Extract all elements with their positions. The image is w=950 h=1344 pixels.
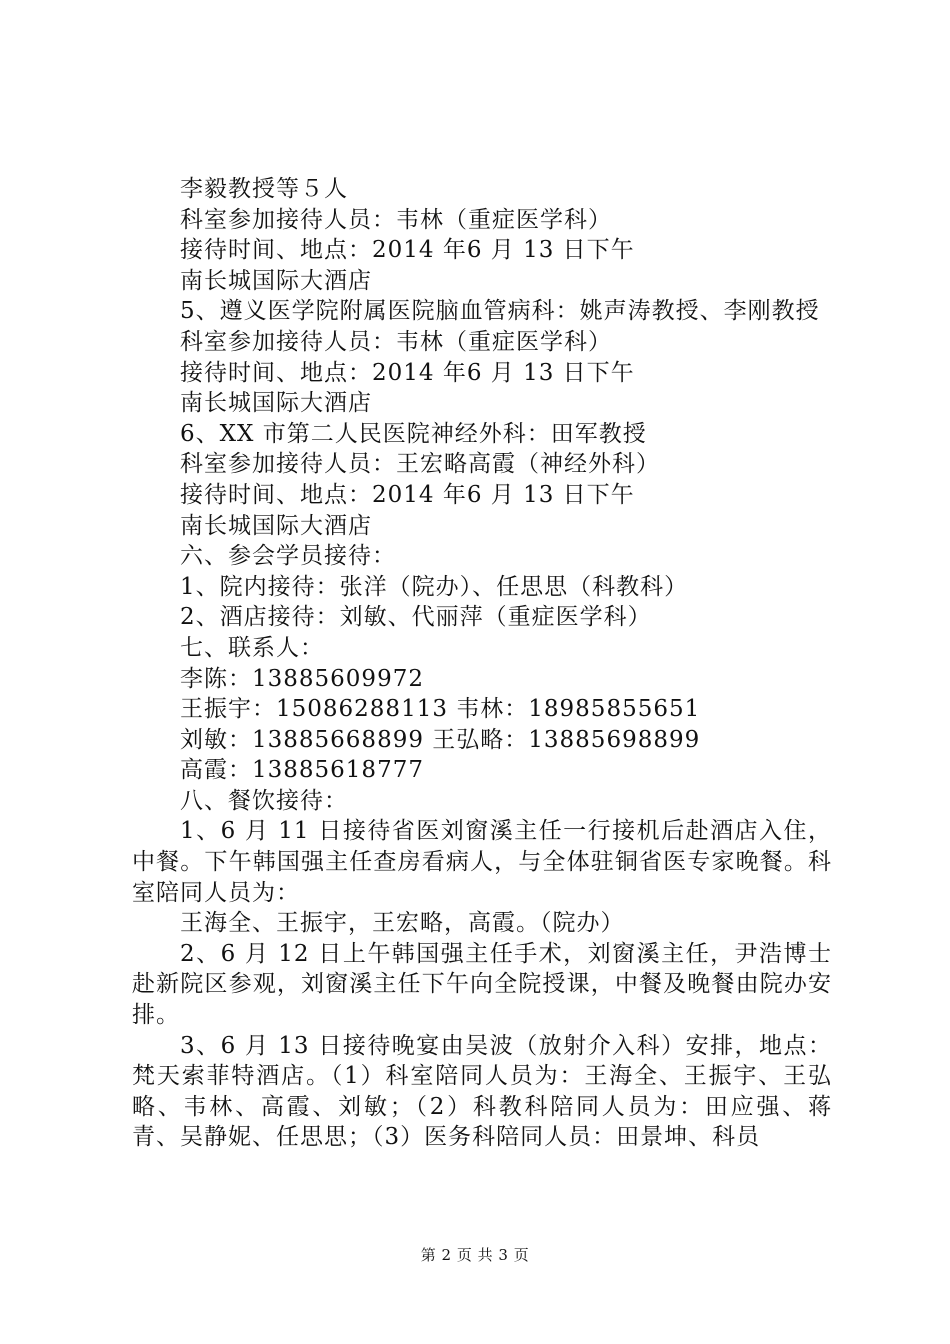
contact-line: 刘敏：13885668899 王弘略：13885698899	[180, 726, 701, 753]
paragraph-line: 2、酒店接待：刘敏、代丽萍（重症医学科）	[180, 604, 652, 631]
paragraph-line: 科室参加接待人员：王宏略高霞（神经外科）	[180, 451, 660, 478]
paragraph: 5、遵义医学院附属医院脑血管病科：姚声涛教授、李刚教授	[180, 298, 820, 325]
paragraph: 3、6 月 13 日接待晚宴由吴波（放射介入科）安排，地点：梵天索菲特酒店。（1）科室陪同人员为：王海全、王振宇、王弘略、韦林、高霞、刘敏；（2）科教科陪同人员为：田应强、蒋青、吴静妮、任思思；（3）医务科陪同人员：田景坤、科员	[132, 1032, 832, 1151]
paragraph: 1、6 月 11 日接待省医刘窗溪主任一行接机后赴酒店入住，中餐。下午韩国强主任查房看病人，与全体驻铜省医专家晚餐。科室陪同人员为：	[132, 818, 832, 906]
document-body	[132, 174, 832, 1153]
section-heading: 七、联系人：	[180, 634, 324, 661]
paragraph-line: 南长城国际大酒店	[180, 390, 372, 417]
paragraph-line: 科室参加接待人员：韦林（重症医学科）	[180, 328, 612, 355]
paragraph-line: 李毅教授等５人	[180, 176, 348, 202]
paragraph-line: 接待时间、地点：2014 年6 月 13 日下午	[180, 359, 635, 386]
section-heading: 六、参会学员接待：	[180, 543, 396, 570]
paragraph-line: 南长城国际大酒店	[180, 267, 372, 294]
paragraph-line: 接待时间、地点：2014 年6 月 13 日下午	[180, 237, 635, 264]
paragraph: 2、6 月 12 日上午韩国强主任手术，刘窗溪主任，尹浩博士赴新院区参观，刘窗溪主任下午向全院授课，中餐及晚餐由院办安排。	[132, 940, 832, 1029]
paragraph-line: 1、院内接待：张洋（院办）、任思思（科教科）	[180, 573, 689, 600]
contact-line: 李陈：13885609972	[180, 665, 424, 692]
contact-line: 王振宇：15086288113 韦林：18985855651	[180, 696, 701, 723]
paragraph-line: 6、XX 市第二人民医院神经外科：田军教授	[180, 420, 647, 447]
paragraph-line: 王海全、王振宇，王宏略，高霞。（院办）	[180, 910, 625, 937]
page-footer: 第 2 页 共 3 页	[420, 1246, 530, 1264]
contact-line: 高霞：13885618777	[180, 757, 424, 784]
paragraph-line: 科室参加接待人员：韦林（重症医学科）	[180, 206, 612, 233]
paragraph-line: 南长城国际大酒店	[180, 512, 372, 539]
section-heading: 八、餐饮接待：	[180, 787, 348, 814]
paragraph-line: 接待时间、地点：2014 年6 月 13 日下午	[180, 481, 635, 508]
